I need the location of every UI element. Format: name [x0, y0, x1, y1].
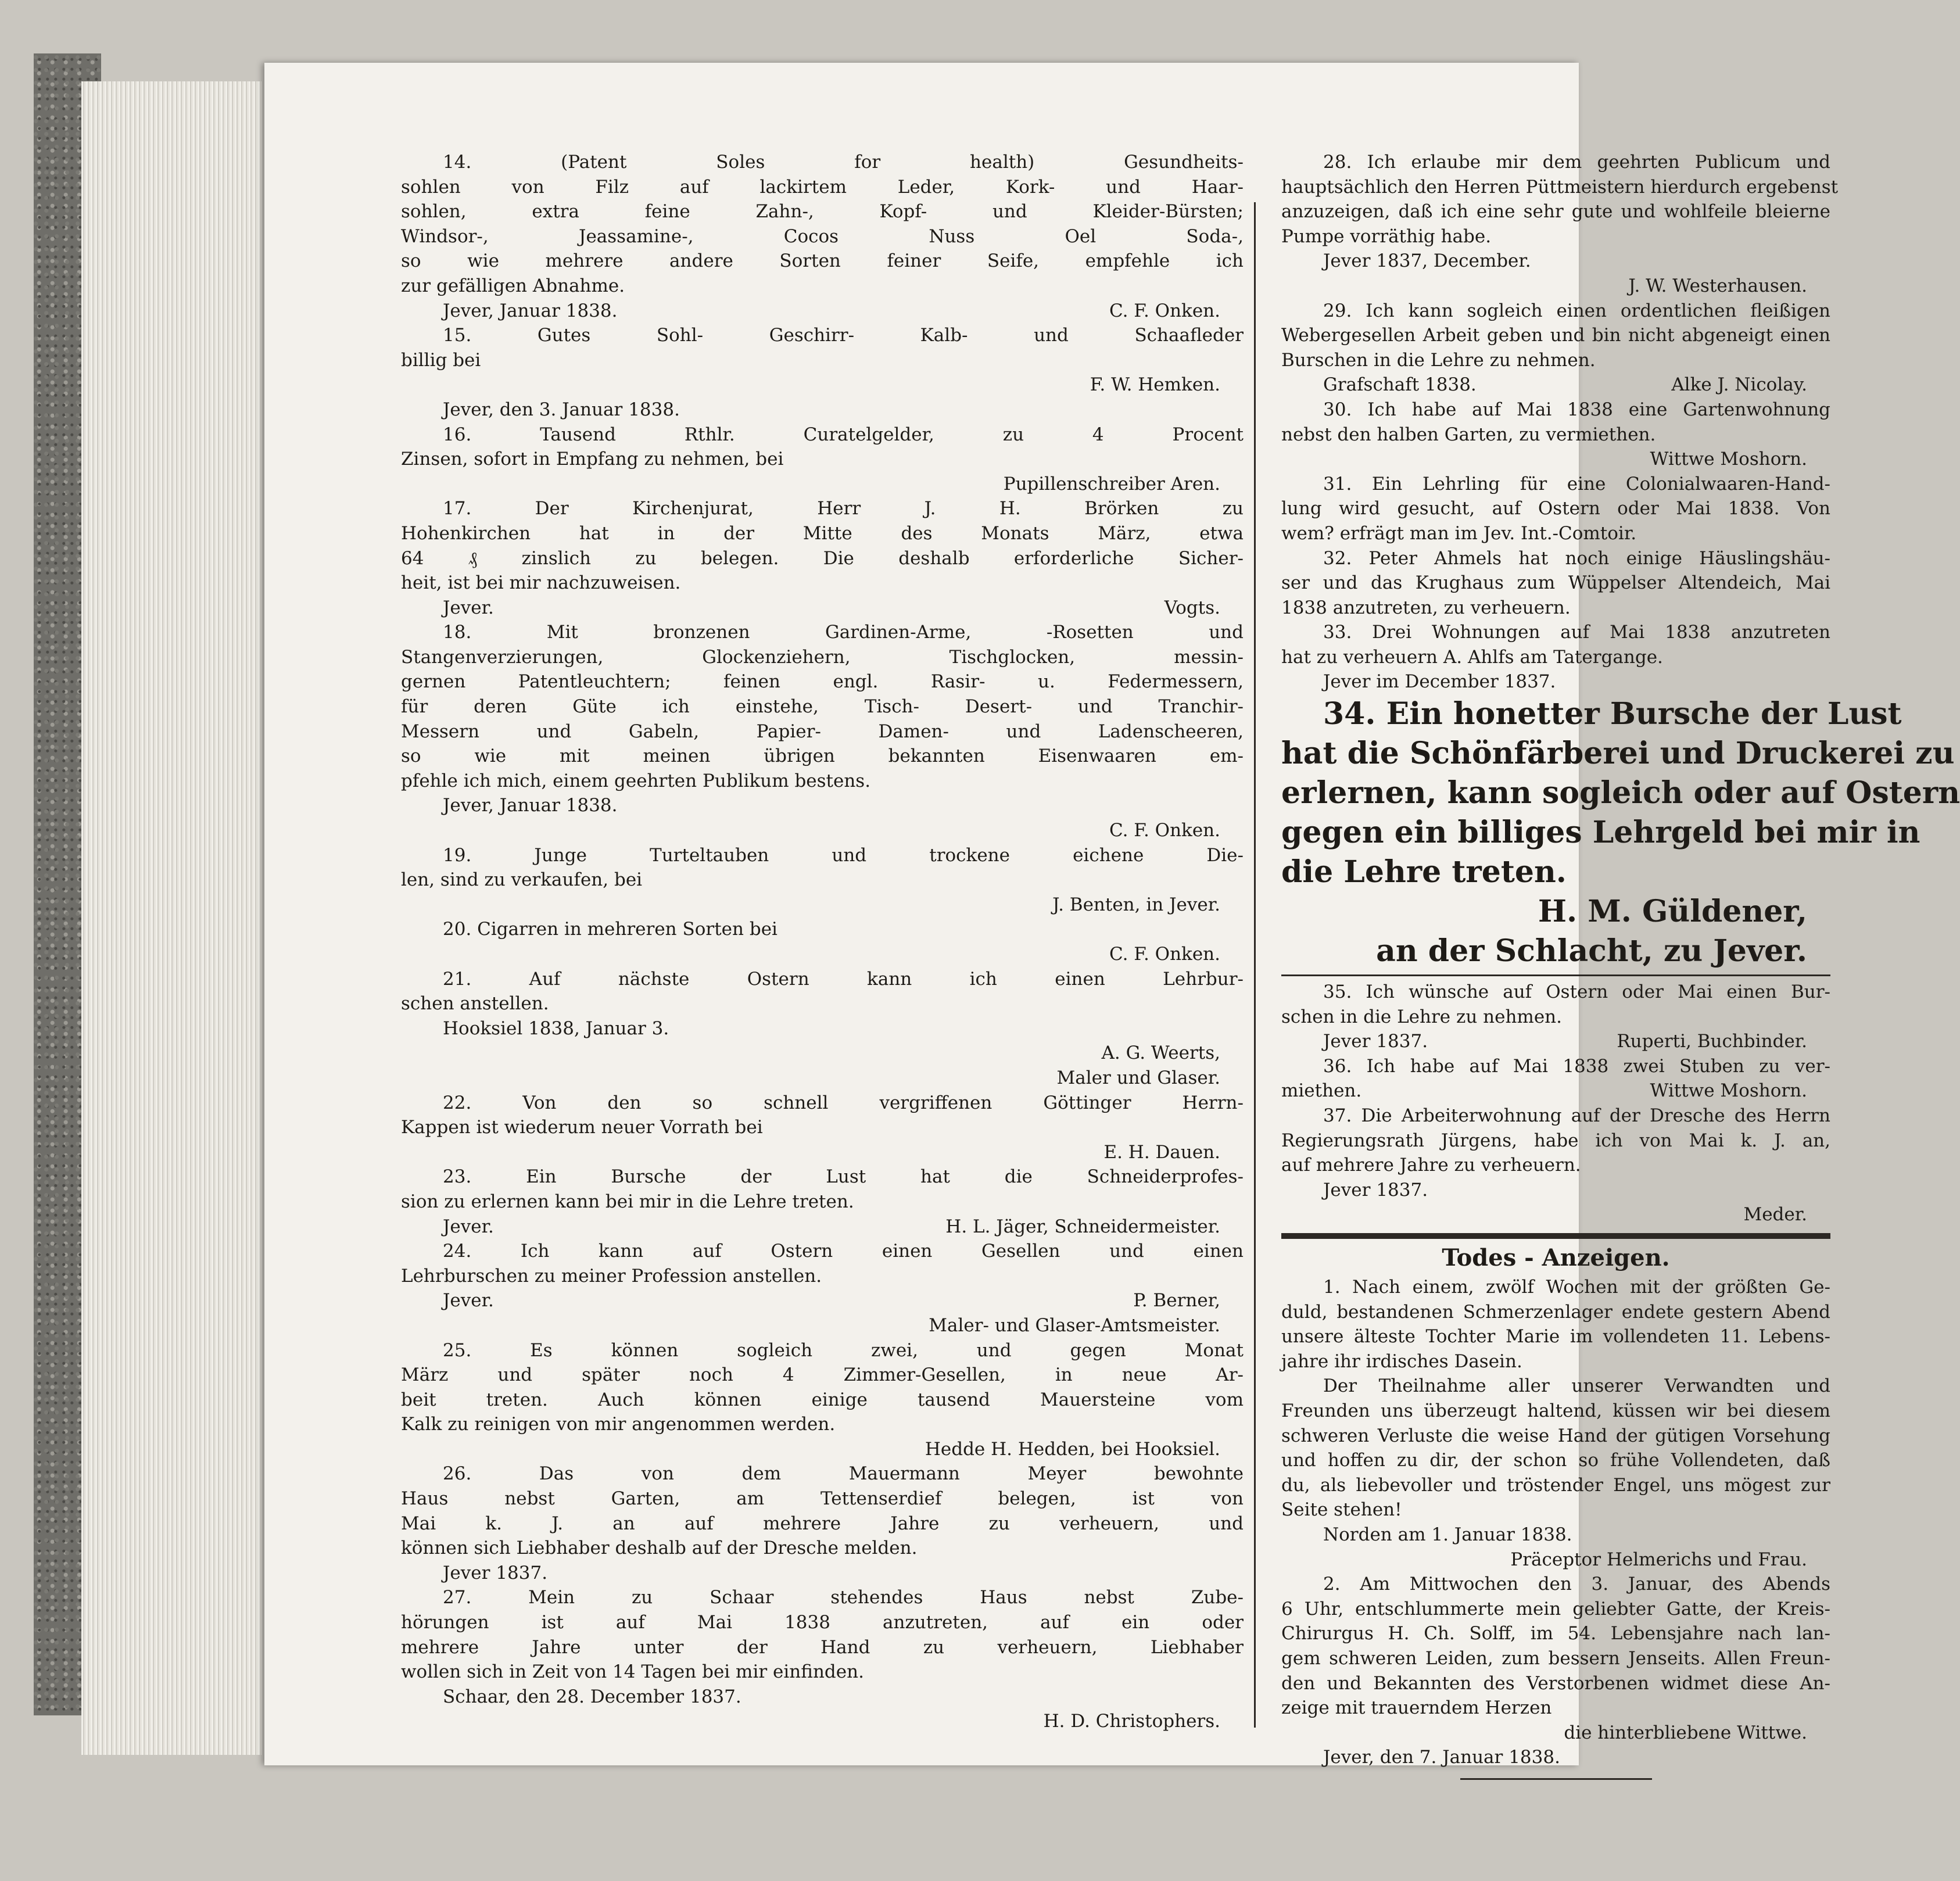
notice-line: Kalk zu reinigen von mir angenommen werden.: [401, 1414, 836, 1435]
notice-line: 2. Am Mittwochen den 3. Januar, des Abends: [1323, 1574, 1830, 1595]
notice-line: 14. (Patent Soles for health) Gesundheits-: [443, 152, 1244, 173]
notice-line: beit treten. Auch können einige tausend Mauersteine vom: [401, 1389, 1244, 1410]
notice-line: [1281, 372, 1830, 397]
deaths-heading: Todes - Anzeigen.: [1442, 1244, 1670, 1271]
notice-line: sohlen von Filz auf lackirtem Leder, Kork- und Haar-: [401, 176, 1244, 198]
notice-line: hörungen ist auf Mai 1838 anzutreten, auf ein oder: [401, 1612, 1244, 1633]
notice-line: 20. Cigarren in mehreren Sorten bei: [443, 919, 777, 940]
notice-line: 26. Das von dem Mauermann Meyer bewohnte: [443, 1463, 1244, 1485]
notice-line: 28. Ich erlaube mir dem geehrten Publicum und: [1323, 152, 1830, 173]
notice-line: hauptsächlich den Herren Püttmeistern hierdurch ergebenst: [1281, 176, 1839, 198]
signature: Wittwe Moshorn.: [1650, 449, 1807, 470]
notice-line: Lehrburschen zu meiner Profession anstellen.: [401, 1265, 822, 1287]
notice-line: 15. Gutes Sohl- Geschirr- Kalb- und Schaafleder: [443, 325, 1244, 346]
notice-line: 18. Mit bronzenen Gardinen-Arme, -Rosetten und: [443, 622, 1244, 643]
notice-line: auf mehrere Jahre zu verheuern.: [1281, 1155, 1581, 1176]
notice-line: 34. Ein honetter Bursche der Lust: [1323, 696, 1902, 732]
notice-line: für deren Güte ich einstehe, Tisch- Desert- und Tranchir-: [401, 696, 1244, 718]
place-date: Jever, Januar 1838.: [443, 300, 618, 321]
notice-line: Pumpe vorräthig habe.: [1281, 225, 1492, 247]
advertisements-35-37: [1281, 980, 1830, 1227]
notice-line: 22. Von den so schnell vergriffenen Göttinger Herrn-: [443, 1092, 1244, 1113]
notice-line: du, als liebevoller und tröstender Engel, uns mögest zur: [1281, 1474, 1830, 1496]
signature: J. Benten, in Jever.: [1052, 894, 1220, 915]
notice-line: 24. Ich kann auf Ostern einen Gesellen und einen: [443, 1241, 1244, 1262]
notice-line: sion zu erlernen kann bei mir in die Lehre treten.: [401, 1191, 854, 1212]
notice-line: März und später noch 4 Zimmer-Gesellen, in neue Ar-: [401, 1364, 1244, 1386]
signature: Vogts.: [1164, 597, 1220, 618]
newspaper-page: [264, 63, 1960, 1768]
notice-line: zur gefälligen Abnahme.: [401, 275, 625, 296]
signature: Maler und Glaser.: [1056, 1067, 1220, 1088]
notice-line: 36. Ich habe auf Mai 1838 zwei Stuben zu ver-: [1323, 1055, 1830, 1077]
signature: J. W. Westerhausen.: [1628, 275, 1807, 296]
notice-line: Chirurgus H. Ch. Solff, im 54. Lebensjahre nach lan-: [1281, 1623, 1830, 1644]
notice-line: pfehle ich mich, einem geehrten Publikum bestens.: [401, 770, 871, 791]
notice-line: Regierungsrath Jürgens, habe ich von Mai k. J. an,: [1281, 1130, 1830, 1151]
notice-line: Windsor-, Jeassamine-, Cocos Nuss Oel Soda-,: [401, 225, 1244, 247]
place-date: Grafschaft 1838.: [1323, 374, 1477, 396]
notice-line: zeige mit trauerndem Herzen: [1281, 1697, 1552, 1719]
notice-line: [401, 1288, 1244, 1313]
notice-line: Jever, den 7. Januar 1838.: [1323, 1747, 1560, 1768]
notice-line: sohlen, extra feine Zahn-, Kopf- und Kleider-Bürsten;: [401, 201, 1244, 223]
notice-line: 31. Ein Lehrling für eine Colonialwaaren-Hand-: [1323, 473, 1830, 495]
notice-line: Burschen in die Lehre zu nehmen.: [1281, 349, 1596, 371]
notice-line: Der Theilnahme aller unserer Verwandten und: [1323, 1375, 1830, 1397]
notice-line: 16. Tausend Rthlr. Curatelgelder, zu 4 Procent: [443, 424, 1244, 445]
notice-line: 33. Drei Wohnungen auf Mai 1838 anzutreten: [1323, 622, 1830, 643]
death-notices: [1281, 1275, 1830, 1770]
signature: Präceptor Helmerichs und Frau.: [1510, 1549, 1807, 1570]
notice-line: [401, 299, 1244, 324]
notice-line: 64 ₰ zinslich zu belegen. Die deshalb erforderliche Sicher-: [401, 547, 1244, 569]
notice-line: Hooksiel 1838, Januar 3.: [443, 1017, 669, 1039]
notice-line: Jever, Januar 1838.: [443, 795, 618, 816]
signature: Pupillenschreiber Aren.: [1003, 473, 1220, 495]
notice-line: wem? erfrägt man im Jev. Int.-Comtoir.: [1281, 522, 1637, 544]
notice-line: 1838 anzutreten, zu verheuern.: [1281, 597, 1571, 618]
notice-line: len, sind zu verkaufen, bei: [401, 869, 643, 891]
notice-line: den und Bekannten des Verstorbenen widmet diese An-: [1281, 1672, 1830, 1694]
notice-line: 32. Peter Ahmels hat noch einige Häuslingshäu-: [1323, 547, 1830, 569]
signature: C. F. Onken.: [1109, 820, 1220, 841]
notice-line: Seite stehen!: [1281, 1499, 1402, 1521]
notice-line: Stangenverzierungen, Glockenziehern, Tischglocken, messin-: [401, 646, 1244, 668]
signature: an der Schlacht, zu Jever.: [1376, 933, 1807, 969]
signature: H. M. Güldener,: [1538, 894, 1807, 930]
notice-line: Haus nebst Garten, am Tettenserdief belegen, ist von: [401, 1488, 1244, 1510]
notice-line: unsere älteste Tochter Marie im vollendeten 11. Lebens-: [1281, 1326, 1830, 1348]
notice-line: Jever 1837, December.: [1323, 250, 1531, 272]
column-divider: [1254, 202, 1256, 1728]
book-page-edges: [81, 81, 261, 1755]
notice-line: [401, 596, 1244, 621]
place-date: Jever.: [443, 1290, 494, 1312]
signature: die hinterbliebene Wittwe.: [1564, 1722, 1807, 1743]
notice-line: so wie mit meinen übrigen bekannten Eisenwaaren em-: [401, 746, 1244, 767]
notice-line: [1281, 1079, 1830, 1103]
notice-line: gegen ein billiges Lehrgeld bei mir in: [1281, 815, 1920, 851]
notice-line: 19. Junge Turteltauben und trockene eichene Die-: [443, 844, 1244, 866]
notice-line: 27. Mein zu Schaar stehendes Haus nebst Zube-: [443, 1587, 1244, 1608]
left-column: [401, 150, 1244, 1734]
notice-line: 29. Ich kann sogleich einen ordentlichen fleißigen: [1323, 300, 1830, 321]
notice-line: lung wird gesucht, auf Ostern oder Mai 1838. Von: [1281, 498, 1830, 519]
signature: C. F. Onken.: [1109, 300, 1220, 321]
notice-line: [1281, 1029, 1830, 1054]
notice-line: Norden am 1. Januar 1838.: [1323, 1524, 1572, 1545]
notice-line: schen in die Lehre zu nehmen.: [1281, 1006, 1562, 1027]
notice-line: Jever 1837.: [443, 1562, 548, 1583]
signature: Alke J. Nicolay.: [1671, 374, 1807, 396]
notice-line: ser und das Krughaus zum Wüppelser Altendeich, Mai: [1281, 572, 1830, 594]
signature: P. Berner,: [1133, 1290, 1220, 1312]
notice-line: Schaar, den 28. December 1837.: [443, 1686, 741, 1707]
notice-line: anzuzeigen, daß ich eine sehr gute und wohlfeile bleierne: [1281, 201, 1830, 223]
notice-line: mehrere Jahre unter der Hand zu verheuern, Liebhaber: [401, 1636, 1244, 1658]
notice-line: die Lehre treten.: [1281, 854, 1567, 890]
notice-line: Jever 1837.: [1323, 1179, 1428, 1201]
end-rule: [1460, 1778, 1652, 1780]
notice-line: gem schweren Leiden, zum bessern Jenseits. Allen Freun-: [1281, 1647, 1830, 1669]
notice-line: jahre ihr irdisches Dasein.: [1281, 1350, 1522, 1372]
notice-line: und hoffen zu dir, der schon so frühe Vollendeten, daß: [1281, 1450, 1830, 1471]
signature: F. W. Hemken.: [1090, 374, 1220, 396]
notice-line: 6 Uhr, entschlummerte mein geliebter Gatte, der Kreis-: [1281, 1598, 1830, 1620]
place-date: Jever.: [443, 597, 494, 618]
notice-line: [401, 1214, 1244, 1239]
notice-line: schen anstellen.: [401, 993, 549, 1015]
notice-line: Hohenkirchen hat in der Mitte des Monats März, etwa: [401, 522, 1244, 544]
notice-line: schweren Verluste die weise Hand der gütigen Vorsehung: [1281, 1425, 1830, 1446]
notice-line: 25. Es können sogleich zwei, und gegen Monat: [443, 1339, 1244, 1361]
notice-line: Mai k. J. an auf mehrere Jahre zu verheuern, und: [401, 1513, 1244, 1534]
signature: E. H. Dauen.: [1103, 1141, 1220, 1163]
notice-line: gernen Patentleuchtern; feinen engl. Rasir- u. Federmessern,: [401, 671, 1244, 693]
notice-line: 17. Der Kirchenjurat, Herr J. H. Brörken zu: [443, 498, 1244, 519]
notice-line: hat die Schönfärberei und Druckerei zu: [1281, 736, 1955, 772]
right-column: [1281, 150, 1960, 1780]
notice-line: 37. Die Arbeiterwohnung auf der Dresche des Herrn: [1323, 1105, 1830, 1127]
section-rule: [1281, 1233, 1830, 1239]
notice-line: 21. Auf nächste Ostern kann ich einen Lehrbur-: [443, 968, 1244, 990]
notice-line: 23. Ein Bursche der Lust hat die Schneiderprofes-: [443, 1166, 1244, 1188]
notice-line: Messern und Gabeln, Papier- Damen- und Ladenscheeren,: [401, 721, 1244, 742]
signature: Maler- und Glaser-Amtsmeister.: [929, 1314, 1220, 1336]
notice-line: nebst den halben Garten, zu vermiethen.: [1281, 424, 1656, 445]
notice-line: Zinsen, sofort in Empfang zu nehmen, bei: [401, 449, 784, 470]
signature: Ruperti, Buchbinder.: [1617, 1031, 1807, 1052]
notice-line: 35. Ich wünsche auf Ostern oder Mai einen Bur-: [1323, 981, 1830, 1003]
notice-line: Jever, den 3. Januar 1838.: [443, 399, 680, 420]
advertisement-34-large: [1281, 694, 1960, 971]
divider-rule: [1281, 974, 1830, 976]
place-date: Jever 1837.: [1323, 1031, 1428, 1052]
notice-line: hat zu verheuern A. Ahlfs am Tatergange.: [1281, 646, 1663, 668]
notice-line: 1. Nach einem, zwölf Wochen mit der größten Ge-: [1323, 1277, 1830, 1298]
signature: Wittwe Moshorn.: [1650, 1080, 1807, 1102]
notice-line: 30. Ich habe auf Mai 1838 eine Gartenwohnung: [1323, 399, 1830, 420]
signature: H. D. Christophers.: [1043, 1711, 1220, 1732]
notice-line: können sich Liebhaber deshalb auf der Dresche melden.: [401, 1538, 918, 1559]
advertisements-28-33: [1281, 150, 1839, 694]
notice-line: Jever im December 1837.: [1323, 671, 1556, 693]
signature: Hedde H. Hedden, bei Hooksiel.: [925, 1438, 1220, 1460]
notice-line: heit, ist bei mir nachzuweisen.: [401, 572, 681, 594]
notice-line: wollen sich in Zeit von 14 Tagen bei mir einfinden.: [401, 1661, 864, 1683]
signature: H. L. Jäger, Schneidermeister.: [945, 1216, 1220, 1237]
place-date: miethen.: [1281, 1080, 1362, 1102]
notice-line: Webergesellen Arbeit geben und bin nicht abgeneigt einen: [1281, 325, 1830, 346]
signature: C. F. Onken.: [1109, 944, 1220, 965]
notice-line: Kappen ist wiederum neuer Vorrath bei: [401, 1117, 763, 1138]
notice-line: billig bei: [401, 349, 481, 371]
notice-line: erlernen, kann sogleich oder auf Ostern: [1281, 775, 1960, 811]
signature: A. G. Weerts,: [1101, 1042, 1220, 1064]
place-date: Jever.: [443, 1216, 494, 1237]
signature: Meder.: [1743, 1204, 1807, 1226]
notice-line: so wie mehrere andere Sorten feiner Seife, empfehle ich: [401, 250, 1244, 272]
notice-line: duld, bestandenen Schmerzenlager endete gestern Abend: [1281, 1301, 1830, 1323]
notice-line: Freunden uns überzeugt haltend, küssen wir bei diesem: [1281, 1400, 1830, 1421]
